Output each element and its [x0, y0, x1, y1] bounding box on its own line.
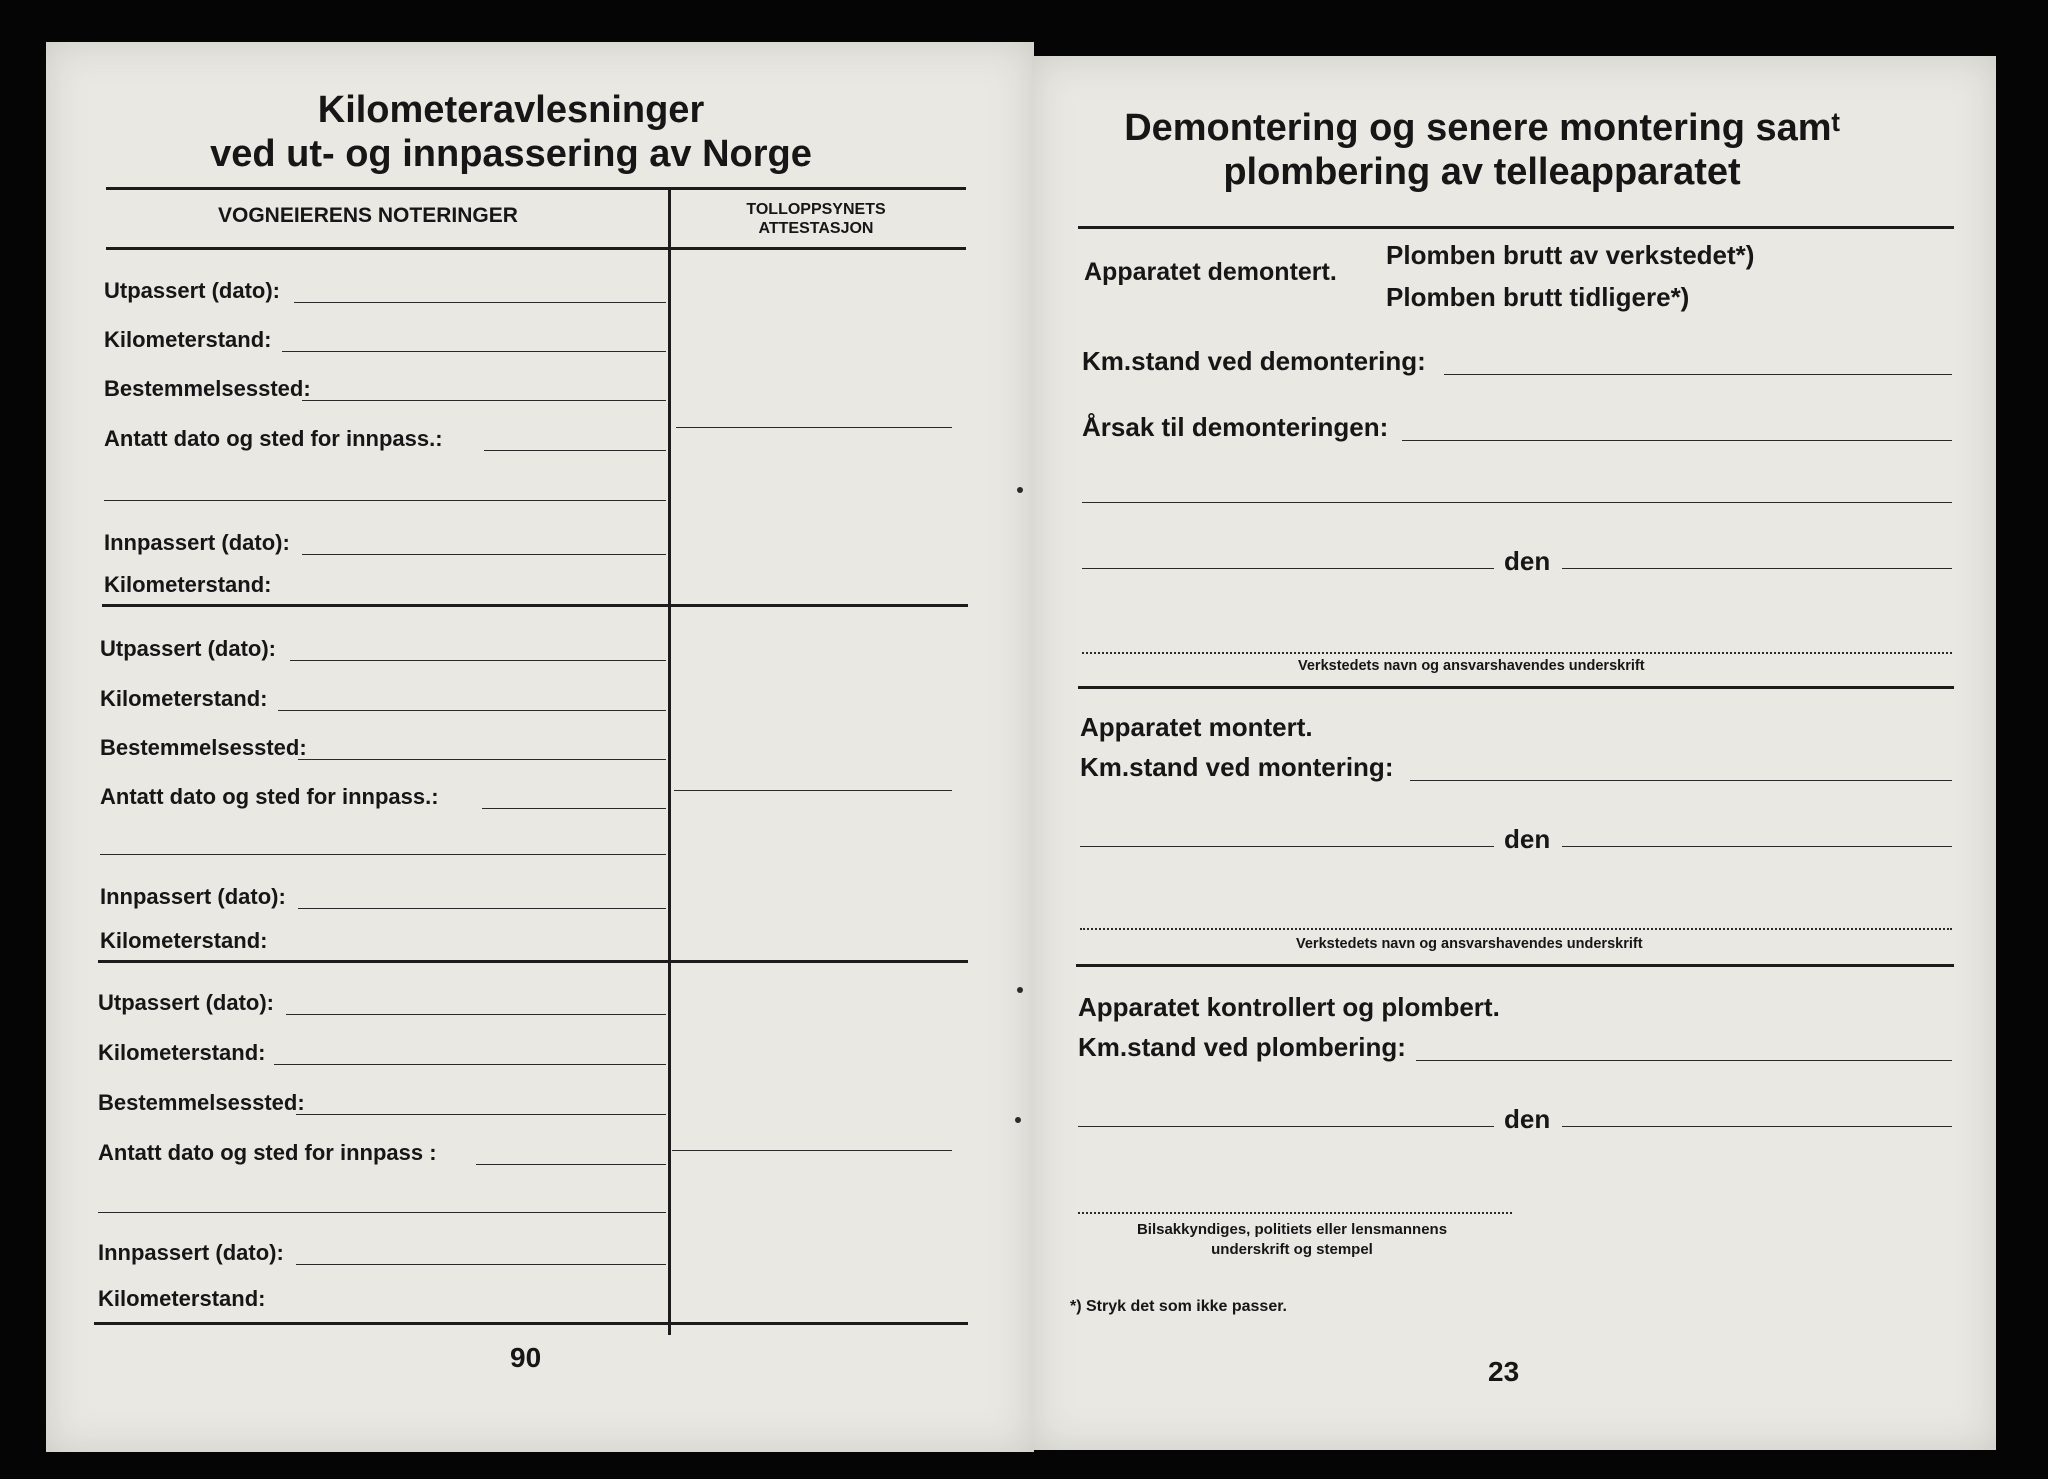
km-demontering-field[interactable] [1444, 374, 1952, 375]
binding-hole-3 [1015, 1117, 1021, 1123]
date-field-1[interactable] [1562, 568, 1952, 569]
arsak-field[interactable] [1402, 440, 1952, 441]
bilsakkyndiges-caption-line1: Bilsakkyndiges, politiets eller lensmannens [1136, 1221, 1448, 1238]
signature-line-3[interactable] [1078, 1212, 1512, 1214]
apparatet-demontert-label: Apparatet demontert. [1084, 258, 1337, 286]
antatt-field-line2[interactable] [98, 1212, 666, 1213]
header-bottom-rule [106, 247, 966, 250]
column-divider [668, 187, 671, 1335]
km-demontering-label: Km.stand ved demontering: [1082, 346, 1426, 376]
left-page [46, 42, 1032, 1452]
kilometerstand-label-2: Kilometerstand: [104, 572, 272, 597]
left-page-title [166, 88, 856, 176]
kilometerstand-label-2: Kilometerstand: [100, 928, 268, 953]
footnote: *) Stryk det som ikke passer. [1070, 1298, 1287, 1315]
bestemmelsessted-field[interactable] [302, 400, 666, 401]
verksted-signature-caption-1: Verkstedets navn og ansvarshavendes underskrift [1298, 658, 1645, 674]
antatt-field[interactable] [482, 808, 666, 809]
section-3-rule [94, 1322, 968, 1325]
right-section-rule-1 [1078, 686, 1954, 689]
left-title-line1: Kilometeravlesninger [317, 89, 705, 131]
right-page-number: 23 [1488, 1356, 1520, 1387]
verksted-signature-caption-2: Verkstedets navn og ansvarshavendes underskrift [1296, 936, 1643, 952]
utpassert-field[interactable] [290, 660, 666, 661]
bilsakkyndiges-caption-line2: underskrift og stempel [1211, 1241, 1373, 1258]
den-label-3: den [1504, 1104, 1551, 1134]
header-top-rule [106, 187, 966, 190]
col-header-vogneierens: VOGNEIERENS NOTERINGER [218, 204, 518, 227]
kilometerstand-label: Kilometerstand: [104, 327, 272, 352]
place-field-3[interactable] [1078, 1126, 1494, 1127]
innpassert-label: Innpassert (dato): [104, 530, 290, 555]
den-label-1: den [1504, 546, 1551, 576]
left-page-number: 90 [510, 1342, 542, 1373]
bestemmelsessted-field[interactable] [296, 1114, 666, 1115]
attestasjon-field-2[interactable] [674, 790, 952, 791]
kilometerstand-field[interactable] [282, 351, 666, 352]
km-plombering-field[interactable] [1416, 1060, 1952, 1061]
km-plombering-label: Km.stand ved plombering: [1078, 1032, 1406, 1062]
antatt-field[interactable] [476, 1164, 666, 1165]
binding-hole-1 [1017, 487, 1023, 493]
antatt-label: Antatt dato og sted for innpass.: [104, 426, 443, 451]
utpassert-label: Utpassert (dato): [104, 278, 281, 303]
col-header-tolloppsynets-line1: TOLLOPPSYNETS [746, 201, 886, 218]
utpassert-label: Utpassert (dato): [98, 990, 275, 1015]
kilometerstand-field[interactable] [274, 1064, 666, 1065]
bestemmelsessted-label: Bestemmelsessted: [104, 376, 311, 401]
utpassert-label: Utpassert (dato): [100, 636, 277, 661]
km-montering-field[interactable] [1410, 780, 1952, 781]
antatt-label: Antatt dato og sted for innpass.: [100, 784, 439, 809]
section-2-rule [98, 960, 968, 963]
bestemmelsessted-label: Bestemmelsessted: [98, 1090, 305, 1115]
right-title-line2: plombering av telleapparatet [1223, 151, 1741, 193]
innpassert-label: Innpassert (dato): [98, 1240, 284, 1265]
signature-line-1[interactable] [1082, 652, 1952, 654]
place-field-1[interactable] [1082, 568, 1494, 569]
plomben-brutt-tidligere-option[interactable]: Plomben brutt tidligere*) [1386, 282, 1690, 312]
den-label-2: den [1504, 824, 1551, 854]
plomben-brutt-verkstedet-option[interactable]: Plomben brutt av verkstedet*) [1386, 240, 1755, 270]
innpassert-label: Innpassert (dato): [100, 884, 286, 909]
kilometerstand-field[interactable] [278, 710, 666, 711]
place-field-2[interactable] [1080, 846, 1494, 847]
kilometerstand-label-2: Kilometerstand: [98, 1286, 266, 1311]
kilometerstand-label: Kilometerstand: [98, 1040, 266, 1065]
apparatet-kontrollert-label: Apparatet kontrollert og plombert. [1078, 992, 1500, 1022]
right-section-rule-2 [1076, 964, 1954, 967]
bestemmelsessted-label: Bestemmelsessted: [100, 735, 307, 760]
km-montering-label: Km.stand ved montering: [1080, 752, 1394, 782]
utpassert-field[interactable] [294, 302, 666, 303]
antatt-field-line2[interactable] [104, 500, 666, 501]
bestemmelsessted-field[interactable] [298, 759, 666, 760]
innpassert-field[interactable] [296, 1264, 666, 1265]
innpassert-field[interactable] [298, 908, 666, 909]
left-title-line2: ved ut- og innpassering av Norge [210, 133, 812, 175]
col-header-tolloppsynets-line2: ATTESTASJON [758, 220, 874, 237]
arsak-label: Årsak til demonteringen: [1082, 412, 1389, 442]
date-field-3[interactable] [1562, 1126, 1952, 1127]
utpassert-field[interactable] [286, 1014, 666, 1015]
arsak-field-line2[interactable] [1082, 502, 1952, 503]
kilometerstand-label: Kilometerstand: [100, 686, 268, 711]
attestasjon-field-3[interactable] [672, 1150, 952, 1151]
right-page [1032, 56, 1996, 1450]
right-title-line1: Demontering og senere montering samᵗ [1124, 107, 1840, 149]
antatt-field-line2[interactable] [100, 854, 666, 855]
right-page-title [1092, 106, 1872, 194]
apparatet-montert-label: Apparatet montert. [1080, 712, 1313, 742]
antatt-field[interactable] [484, 450, 666, 451]
binding-hole-2 [1017, 987, 1023, 993]
antatt-label: Antatt dato og sted for innpass : [98, 1140, 437, 1165]
right-header-rule [1078, 226, 1954, 229]
signature-line-2[interactable] [1080, 928, 1952, 930]
date-field-2[interactable] [1562, 846, 1952, 847]
bilsakkyndiges-caption [1092, 1220, 1492, 1260]
col-header-tolloppsynets [716, 200, 916, 238]
attestasjon-field-1[interactable] [676, 427, 952, 428]
section-1-rule [102, 604, 968, 607]
innpassert-field[interactable] [302, 554, 666, 555]
